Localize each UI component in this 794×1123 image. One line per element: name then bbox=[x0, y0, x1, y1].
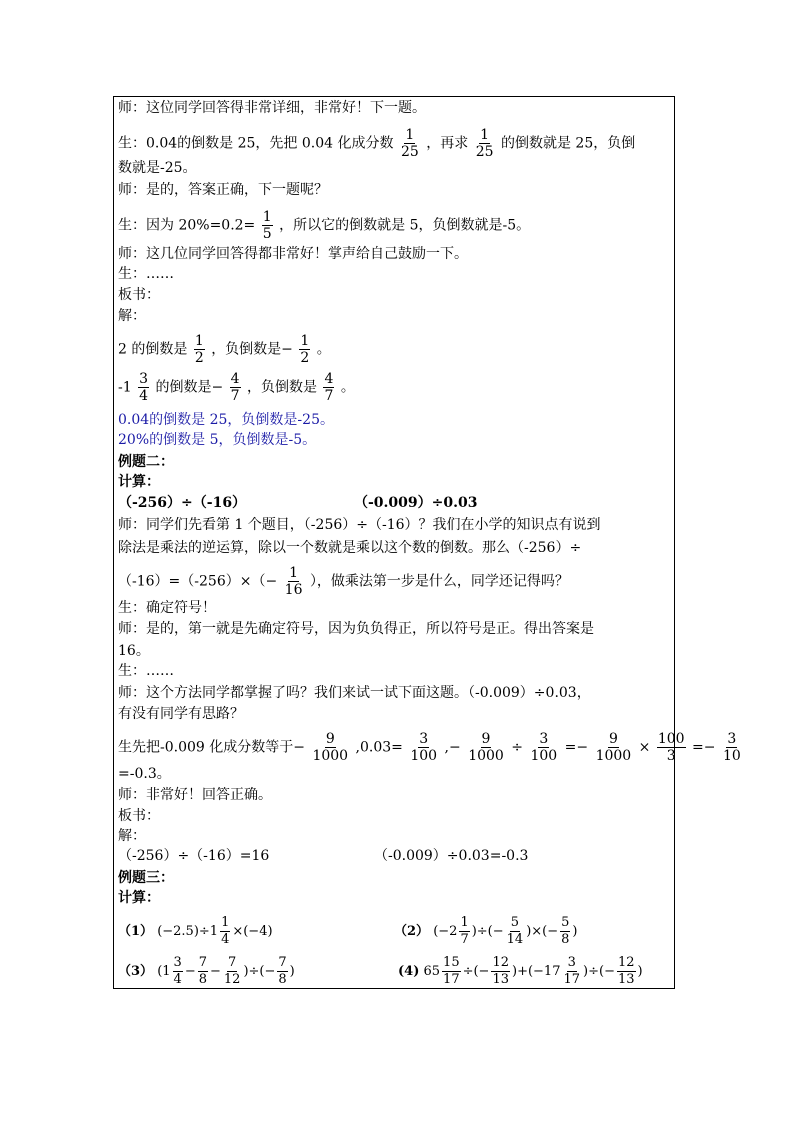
fraction-1-5: $\frac{1}{5}$ bbox=[262, 209, 272, 242]
fraction-3-100-b: $\frac{3}{100}$ bbox=[530, 731, 558, 764]
example-heading: 例题三： bbox=[118, 870, 174, 886]
teacher-line-cont: 16。 bbox=[118, 643, 150, 659]
fraction-5-8: $\frac{5}{8}$ bbox=[561, 915, 570, 947]
fraction-3-100: $\frac{3}{100}$ bbox=[410, 731, 438, 764]
teacher-line: 师：非常好！回答正确。 bbox=[118, 787, 272, 803]
fraction-3-10: $\frac{3}{10}$ bbox=[722, 731, 741, 764]
student-line: 生：因为 20%=0.2= $\frac{1}{5}$ ，所以它的倒数就是 5，负倒数就是-5。 bbox=[118, 209, 531, 242]
fraction-1-25: $\frac{1}{25}$ bbox=[400, 127, 419, 160]
teacher-line-cont: 除法是乘法的逆运算，除以一个数就是乘以这个数的倒数。那么（-256）÷ bbox=[118, 540, 582, 556]
board-row: 0.04的倒数是 25，负倒数是-25。 bbox=[118, 412, 334, 428]
exercise-2: （2） (−2 $\frac{1}{7}$ )÷(− $\frac{5}{14}$ )×(− $\frac{5}{8}$ ) bbox=[394, 915, 578, 947]
teacher-line: 师：这个方法同学都掌握了吗？我们来试一试下面这题。（-0.009）÷0.03， bbox=[118, 685, 591, 701]
fraction-12-13-b: $\frac{12}{13}$ bbox=[617, 955, 635, 987]
board-row: 20%的倒数是 5，负倒数是-5。 bbox=[118, 432, 317, 448]
fraction-3-17: $\frac{3}{17}$ bbox=[563, 955, 581, 987]
fraction-9-1000-b: $\frac{9}{1000}$ bbox=[468, 731, 504, 764]
exercise-1: （1） (−2.5)÷1 $\frac{1}{4}$ ×(−4) bbox=[118, 915, 273, 947]
teacher-line: 师：是的，答案正确，下一题呢？ bbox=[118, 182, 328, 198]
exercise-4: (4) 65 $\frac{15}{17}$ ÷(− $\frac{12}{13}$ )+(−17 $\frac{3}{17}$ )÷(− $\frac{12}{13}$ ) bbox=[398, 955, 643, 987]
fraction-7-12: $\frac{7}{12}$ bbox=[223, 955, 241, 987]
answer-1: （-256）÷（-16）=16 bbox=[118, 848, 270, 864]
fraction-100-3: $\frac{100}{3}$ bbox=[657, 731, 685, 764]
student-line: 生：确定符号！ bbox=[118, 600, 216, 616]
fraction-3-4-b: $\frac{3}{4}$ bbox=[173, 955, 182, 987]
exercise-3: （3） (1 $\frac{3}{4}$ − $\frac{7}{8}$ − $\frac{7}{12}$ )÷(− $\frac{7}{8}$ ) bbox=[118, 955, 295, 987]
fraction-7-8-b: $\frac{7}{8}$ bbox=[278, 955, 287, 987]
teacher-line: 师：是的，第一就是先确定符号，因为负负得正，所以符号是正。得出答案是 bbox=[118, 621, 594, 637]
example-heading: 例题二： bbox=[118, 454, 174, 470]
student-line: 生先把-0.009 化成分数等于− $\frac{9}{1000}$ ,0.03= $\frac{3}{100}$ ,− $\frac{9}{1000}$ ÷ $\frac{3}{100}$ =− $\frac{9}{1000}$ × $\frac{100}{3}$ =− $\frac{3}{10}$ bbox=[118, 731, 741, 764]
student-line-cont: 数就是-25。 bbox=[118, 160, 197, 176]
calc-label: 计算： bbox=[118, 890, 160, 906]
fraction-4-7-b: $\frac{4}{7}$ bbox=[324, 371, 334, 404]
fraction-1-16: $\frac{1}{16}$ bbox=[284, 565, 303, 598]
teacher-line: 师：这位同学回答得非常详细，非常好！下一题。 bbox=[118, 100, 426, 116]
fraction-9-1000-c: $\frac{9}{1000}$ bbox=[595, 731, 632, 764]
fraction-1-2: $\frac{1}{2}$ bbox=[194, 333, 204, 366]
fraction-4-7: $\frac{4}{7}$ bbox=[230, 371, 240, 404]
problem-1: （-256）÷（-16） bbox=[118, 495, 247, 511]
fraction-1-4: $\frac{1}{4}$ bbox=[221, 915, 230, 947]
fraction-1-2-neg: $\frac{1}{2}$ bbox=[300, 333, 310, 366]
teacher-line: 师：这几位同学回答得都非常好！掌声给自己鼓励一下。 bbox=[118, 246, 468, 262]
fraction-5-14: $\frac{5}{14}$ bbox=[506, 915, 524, 947]
teacher-line-cont: 有没有同学有思路？ bbox=[118, 706, 244, 722]
teacher-line: 师：同学们先看第 1 个题目，（-256）÷（-16）？我们在小学的知识点有说到 bbox=[118, 517, 601, 533]
lesson-table-cell bbox=[113, 96, 741, 989]
student-line: 生：0.04的倒数是 25，先把 0.04 化成分数 $\frac{1}{25}$ ，再求 $\frac{1}{25}$ 的倒数就是 25，负倒 bbox=[118, 127, 636, 160]
fraction-7-8: $\frac{7}{8}$ bbox=[198, 955, 207, 987]
fraction-3-4: $\frac{3}{4}$ bbox=[139, 371, 149, 404]
solution-label: 解： bbox=[118, 828, 146, 844]
board-row: -1 $\frac{3}{4}$ 的倒数是− $\frac{4}{7}$ ，负倒数是 $\frac{4}{7}$ 。 bbox=[118, 371, 355, 404]
solution-label: 解： bbox=[118, 308, 146, 324]
answer-2: （-0.009）÷0.03=-0.3 bbox=[374, 848, 529, 864]
fraction-12-13: $\frac{12}{13}$ bbox=[492, 955, 509, 987]
fraction-1-25-b: $\frac{1}{25}$ bbox=[475, 127, 494, 160]
board-row: 2 的倒数是 $\frac{1}{2}$ ，负倒数是− $\frac{1}{2}$ 。 bbox=[118, 333, 331, 366]
problem-2: （-0.009）÷0.03 bbox=[354, 495, 478, 511]
student-line: 生：…… bbox=[118, 266, 174, 282]
student-line: 生：…… bbox=[118, 663, 174, 679]
student-line-cont: =-0.3。 bbox=[118, 766, 171, 782]
calc-label: 计算： bbox=[118, 474, 160, 490]
fraction-1-7: $\frac{1}{7}$ bbox=[460, 915, 469, 947]
teacher-line-cont: （-16）=（-256）×（− $\frac{1}{16}$ ），做乘法第一步是什么，同学还记得吗？ bbox=[118, 565, 569, 598]
board-label: 板书： bbox=[118, 287, 160, 303]
board-label: 板书： bbox=[118, 808, 160, 824]
fraction-15-17: $\frac{15}{17}$ bbox=[443, 955, 460, 987]
fraction-9-1000: $\frac{9}{1000}$ bbox=[312, 731, 349, 764]
